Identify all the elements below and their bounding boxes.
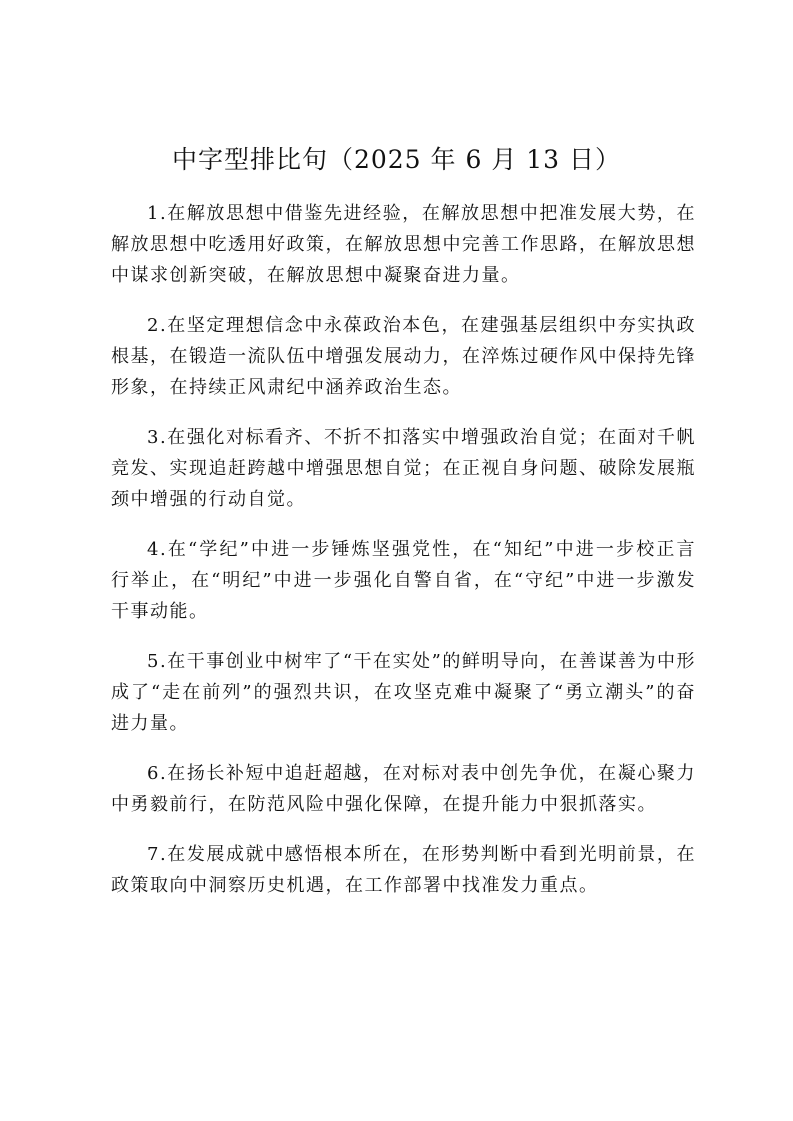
paragraph-2: 2.在坚定理想信念中永葆政治本色，在建强基层组织中夯实执政根基，在锻造一流队伍中增强发展动力，在淬炼过硬作风中保持先锋形象，在持续正风肃纪中涵养政治生态。 <box>111 315 696 398</box>
paragraph-6: 6.在扬长补短中追赶超越，在对标对表中创先争优，在凝心聚力中勇毅前行，在防范风险中强化保障，在提升能力中狠抓落实。 <box>111 763 696 815</box>
paragraph-4: 4.在“学纪”中进一步锤炼坚强党性，在“知纪”中进一步校正言行举止，在“明纪”中进一步强化自警自省，在“守纪”中进一步激发干事动能。 <box>111 539 696 622</box>
paragraph-7: 7.在发展成就中感悟根本所在，在形势判断中看到光明前景，在政策取向中洞察历史机遇，在工作部署中找准发力重点。 <box>111 844 696 896</box>
document-body <box>111 198 696 920</box>
paragraph-5: 5.在干事创业中树牢了“干在实处”的鲜明导向，在善谋善为中形成了“走在前列”的强烈共识，在攻坚克难中凝聚了“勇立潮头”的奋进力量。 <box>111 651 696 734</box>
paragraph-3: 3.在强化对标看齐、不折不扣落实中增强政治自觉；在面对千帆竞发、实现追赶跨越中增强思想自觉；在正视自身问题、破除发展瓶颈中增强的行动自觉。 <box>111 427 696 510</box>
document-title: 中字型排比句（2025 年 6 月 13 日） <box>171 145 622 174</box>
paragraph-1: 1.在解放思想中借鉴先进经验，在解放思想中把准发展大势，在解放思想中吃透用好政策，在解放思想中完善工作思路，在解放思想中谋求创新突破，在解放思想中凝聚奋进力量。 <box>111 203 696 286</box>
